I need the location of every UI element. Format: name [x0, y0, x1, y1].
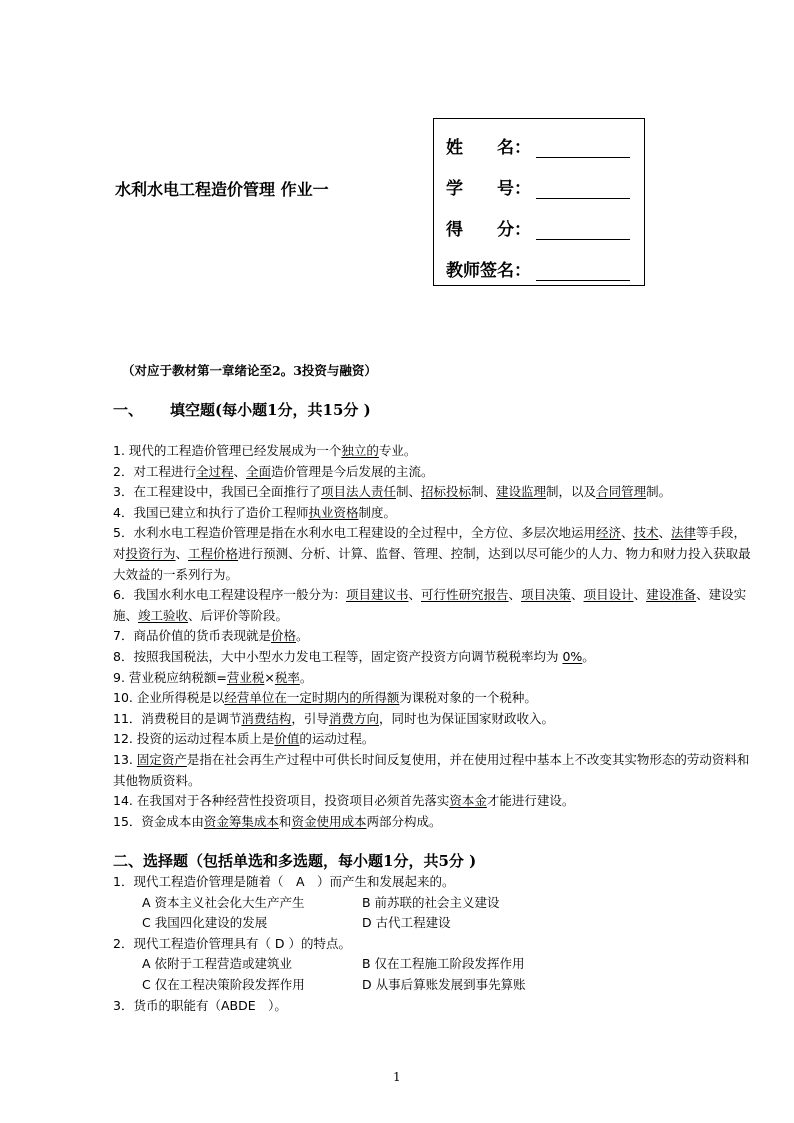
choice-option: C 仅在工程决策阶段发挥作用 [142, 976, 305, 992]
choice-question-1: 1．现代工程造价管理是随着（ A ）而产生和发展起来的。 [113, 874, 455, 889]
question-text: 和 [278, 813, 292, 829]
info-label-score: 得 分： [446, 220, 531, 240]
answer-text: 项目设计 [583, 587, 634, 603]
answer-text: 全过程 [195, 463, 234, 479]
answer-text: 工程价格 [188, 545, 239, 561]
question-text: 制度。 [358, 504, 396, 520]
question-text: 8．按照我国税法，大中小型水力发电工程等，固定资产投资方向调节税税率均为 [113, 648, 563, 664]
fill-question-3 [113, 482, 753, 503]
question-text: 、 [233, 463, 246, 479]
answer-text: 招标投标 [421, 484, 472, 500]
choice-option: A 资本主义社会化大生产产生 [142, 894, 305, 910]
question-text: 才能进行建设。 [486, 793, 575, 809]
answer-text: 资金筹集成本 [203, 813, 279, 829]
choice-question-list [113, 872, 753, 1016]
answer-text: 项目决策 [521, 587, 572, 603]
choice-option-row [113, 975, 753, 996]
question-text: 制。 [646, 484, 672, 500]
question-text: 两部分构成。 [366, 813, 442, 829]
name-field[interactable] [536, 141, 630, 158]
choice-option: B 仅在工程施工阶段发挥作用 [362, 956, 525, 972]
choice-option-row [113, 913, 753, 934]
question-text: 专业。 [378, 443, 417, 458]
answer-text: 价值 [274, 731, 300, 747]
question-text: × [264, 669, 275, 685]
choice-option-row [113, 954, 753, 975]
question-text: 制，以及 [546, 484, 597, 500]
question-text: 。 [295, 628, 309, 644]
question-text: 、 [633, 587, 647, 603]
answer-text: 投资行为 [125, 545, 176, 561]
choice-question-3: 3．货币的职能有（ABDE ）。 [113, 997, 287, 1013]
score-field[interactable] [536, 223, 630, 240]
fill-question-11 [113, 709, 753, 730]
fill-question-15 [113, 812, 753, 833]
question-text: 、 [508, 587, 522, 603]
info-row-student-id [446, 174, 630, 199]
scope-subtitle: （对应于教材第一章绪论至2。3投资与融资） [122, 363, 377, 378]
answer-text: 消费方向 [328, 710, 379, 726]
fill-question-10 [113, 688, 753, 709]
question-text: 造价管理是今后发展的主流。 [271, 463, 434, 479]
info-label-student-id: 学 号： [446, 179, 531, 199]
question-text: 、 [620, 525, 634, 541]
section-choice-heading: 二、选择题（包括单选和多选题，每小题1分，共5分 ) [113, 852, 477, 870]
question-text: 的运动过程。 [299, 731, 375, 747]
question-text: 是指在社会再生产过程中可供长时间反复使用，并在使用过程中基本上不改变其实物形态的劳动资料和其他物质资料。 [113, 751, 750, 788]
question-text: 制、 [395, 484, 421, 500]
fill-question-14 [113, 791, 753, 812]
question-text: 13. [113, 751, 137, 767]
answer-text: 固定资产 [136, 751, 187, 767]
answer-text: 建设监理 [496, 484, 547, 500]
info-row-teacher-signature [446, 256, 630, 281]
choice-option: B 前苏联的社会主义建设 [362, 894, 500, 910]
fill-question-8 [113, 647, 753, 668]
answer-text: 资本金 [449, 793, 487, 809]
answer-text: 建设准备 [646, 587, 697, 603]
section-number: 一、 [113, 401, 144, 419]
answer-text: 资金使用成本 [291, 813, 367, 829]
question-text: 5．水利水电工程造价管理是指在水利水电工程建设的全过程中，全方位、多层次地运用 [113, 525, 596, 541]
question-text: 15．资金成本由 [113, 813, 204, 829]
question-text: 2．对工程进行 [113, 463, 196, 479]
fill-question-1 [113, 441, 753, 462]
choice-option: D 古代工程建设 [362, 915, 451, 931]
fill-question-5 [113, 523, 753, 585]
question-text: 10. 企业所得税是以 [113, 690, 225, 706]
question-text: 9. 营业税应纳税额= [113, 669, 227, 685]
info-label-teacher-signature: 教师签名： [446, 261, 531, 281]
answer-text: 税率 [274, 669, 300, 685]
fill-question-6 [113, 585, 753, 626]
question-text: 7．商品价值的货币表现就是 [113, 628, 271, 644]
answer-text: 执业资格 [308, 504, 359, 520]
choice-option: D 从事后算账发展到事先算账 [362, 976, 526, 992]
answer-text: 合同管理 [596, 484, 647, 500]
page-number: 1 [393, 1070, 401, 1084]
teacher-signature-field[interactable] [536, 264, 630, 281]
question-text: 、 [571, 587, 584, 603]
section-fill-in-heading [113, 399, 371, 420]
student-info-box [433, 118, 645, 286]
question-text: 、 [175, 545, 189, 561]
document-title: 水利水电工程造价管理 作业一 [115, 180, 329, 199]
question-text: 。 [582, 648, 595, 664]
answer-text: 项目法人责任 [320, 484, 396, 500]
question-text: 12. 投资的运动过程本质上是 [113, 731, 275, 747]
answer-text: 消费结构 [241, 710, 292, 726]
student-id-field[interactable] [536, 182, 630, 199]
question-text: 、后评价等阶段。 [188, 607, 289, 623]
choice-option-row [113, 893, 753, 914]
question-text: 为课税对象的一个税种。 [399, 690, 537, 706]
question-text: 3．在工程建设中，我国已全面推行了 [113, 484, 321, 500]
question-text: 、 [658, 525, 672, 541]
answer-text: 项目建议书 [345, 587, 409, 603]
fill-question-12 [113, 729, 753, 750]
answer-text: 经济 [595, 525, 621, 541]
question-text: 。 [299, 669, 313, 685]
question-text: 制、 [471, 484, 497, 500]
fill-question-2 [113, 462, 753, 483]
question-text: ，引导 [291, 710, 329, 726]
question-text: 11．消费税目的是调节 [113, 710, 242, 726]
question-text: 6．我国水利水电工程建设程序一般分为： [113, 587, 346, 603]
question-text: 进行预测、分析、计算、监督、管理、控制，达到以尽可能少的人力、物力和财力投入获取最大效益的一系列行为。 [113, 545, 751, 582]
section-title: 填空题(每小题1分，共15分 ) [170, 401, 371, 419]
question-text: 14. 在我国对于各种经营性投资项目，投资项目必须首先落实 [113, 793, 450, 809]
question-text: 、建设实施、 [113, 587, 747, 623]
info-row-name [446, 133, 630, 158]
answer-text: 独立的 [341, 443, 379, 458]
info-label-name: 姓 名： [446, 138, 531, 158]
fill-question-9 [113, 668, 753, 689]
answer-text: 竣工验收 [138, 607, 189, 623]
choice-option: A 依附于工程营造或建筑业 [142, 956, 293, 972]
choice-question-2: 2．现代工程造价管理具有（ D ）的特点。 [113, 935, 352, 951]
answer-text: 价格 [270, 628, 296, 644]
question-text: 4．我国已建立和执行了造价工程师 [113, 504, 309, 520]
info-row-score [446, 215, 630, 240]
answer-text: 经营单位在一定时期内的所得额 [224, 690, 400, 706]
answer-text: 法律 [671, 525, 697, 541]
fill-question-13 [113, 750, 753, 791]
question-text: 1. 现代的工程造价管理已经发展成为一个 [113, 443, 342, 458]
fill-in-question-list [113, 441, 753, 832]
answer-text: 技术 [633, 525, 659, 541]
answer-text: 全面 [246, 463, 272, 479]
fill-question-7 [113, 626, 753, 647]
choice-option: C 我国四化建设的发展 [142, 915, 268, 931]
question-text: 等手段，对 [113, 525, 747, 561]
answer-text: 0% [562, 648, 583, 664]
question-text: ，同时也为保证国家财政收入。 [378, 710, 554, 726]
answer-text: 可行性研究报告 [421, 587, 509, 603]
fill-question-4 [113, 503, 753, 524]
answer-text: 营业税 [226, 669, 265, 685]
question-text: 、 [408, 587, 421, 603]
